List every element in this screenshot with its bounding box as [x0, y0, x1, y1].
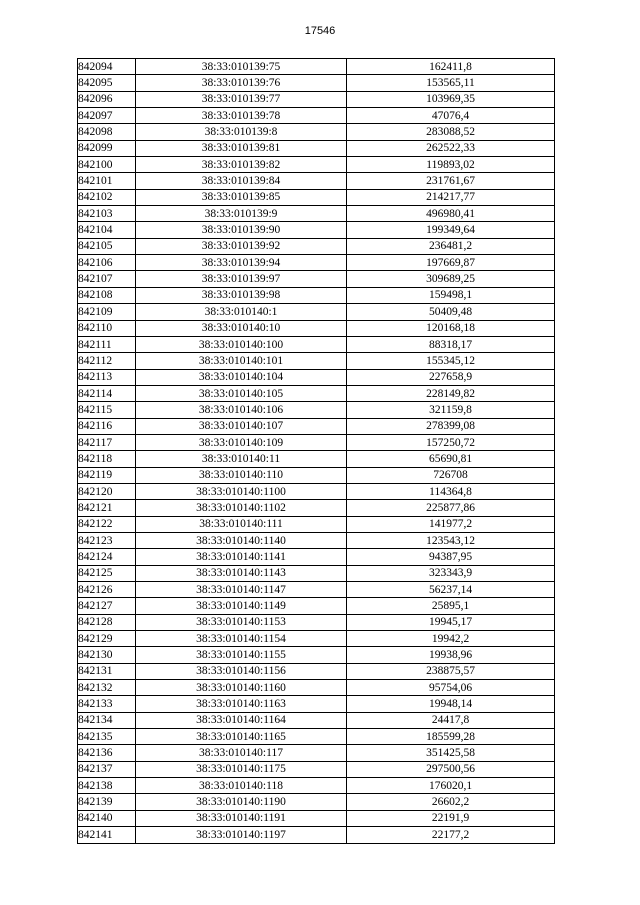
cadastral-number-cell: 38:33:010140:107 [136, 418, 347, 434]
row-number-cell: 842099 [78, 140, 136, 156]
table-row [78, 320, 555, 336]
cadastral-number-cell: 38:33:010139:77 [136, 91, 347, 107]
value-cell: 278399,08 [347, 418, 555, 434]
cadastral-number-cell: 38:33:010140:1155 [136, 647, 347, 663]
table-row [78, 157, 555, 173]
row-number-cell: 842128 [78, 614, 136, 630]
value-cell: 197669,87 [347, 255, 555, 271]
value-cell: 726708 [347, 467, 555, 483]
cadastral-number-cell: 38:33:010139:84 [136, 173, 347, 189]
table-row [78, 483, 555, 499]
table-row [78, 680, 555, 696]
value-cell: 231761,67 [347, 173, 555, 189]
cadastral-number-cell: 38:33:010140:1197 [136, 827, 347, 843]
cadastral-number-cell: 38:33:010139:98 [136, 287, 347, 303]
row-number-cell: 842115 [78, 402, 136, 418]
row-number-cell: 842111 [78, 336, 136, 352]
cadastral-number-cell: 38:33:010140:1143 [136, 565, 347, 581]
value-cell: 496980,41 [347, 206, 555, 222]
value-cell: 176020,1 [347, 778, 555, 794]
row-number-cell: 842096 [78, 91, 136, 107]
table-row [78, 304, 555, 320]
value-cell: 19938,96 [347, 647, 555, 663]
row-number-cell: 842134 [78, 712, 136, 728]
value-cell: 309689,25 [347, 271, 555, 287]
row-number-cell: 842136 [78, 745, 136, 761]
row-number-cell: 842123 [78, 532, 136, 548]
cadastral-number-cell: 38:33:010139:75 [136, 59, 347, 75]
cadastral-number-cell: 38:33:010140:101 [136, 353, 347, 369]
table-row [78, 238, 555, 254]
row-number-cell: 842095 [78, 75, 136, 91]
table-row [78, 647, 555, 663]
cadastral-number-cell: 38:33:010140:1165 [136, 729, 347, 745]
value-cell: 351425,58 [347, 745, 555, 761]
table-row [78, 353, 555, 369]
value-cell: 227658,9 [347, 369, 555, 385]
row-number-cell: 842140 [78, 810, 136, 826]
value-cell: 19942,2 [347, 631, 555, 647]
table-row [78, 532, 555, 548]
row-number-cell: 842132 [78, 680, 136, 696]
row-number-cell: 842141 [78, 827, 136, 843]
row-number-cell: 842130 [78, 647, 136, 663]
value-cell: 141977,2 [347, 516, 555, 532]
cadastral-number-cell: 38:33:010139:9 [136, 206, 347, 222]
value-cell: 214217,77 [347, 189, 555, 205]
table-row [78, 336, 555, 352]
row-number-cell: 842125 [78, 565, 136, 581]
row-number-cell: 842137 [78, 761, 136, 777]
row-number-cell: 842107 [78, 271, 136, 287]
row-number-cell: 842113 [78, 369, 136, 385]
table-row [78, 467, 555, 483]
value-cell: 26602,2 [347, 794, 555, 810]
row-number-cell: 842139 [78, 794, 136, 810]
cadastral-number-cell: 38:33:010140:1102 [136, 500, 347, 516]
table-row [78, 712, 555, 728]
cadastral-number-cell: 38:33:010140:10 [136, 320, 347, 336]
value-cell: 228149,82 [347, 385, 555, 401]
cadastral-number-cell: 38:33:010140:111 [136, 516, 347, 532]
value-cell: 65690,81 [347, 451, 555, 467]
table-row [78, 631, 555, 647]
cadastral-number-cell: 38:33:010140:106 [136, 402, 347, 418]
value-cell: 159498,1 [347, 287, 555, 303]
row-number-cell: 842121 [78, 500, 136, 516]
table-row [78, 255, 555, 271]
cadastral-number-cell: 38:33:010139:97 [136, 271, 347, 287]
table-row [78, 696, 555, 712]
table-row [78, 810, 555, 826]
table-row [78, 614, 555, 630]
value-cell: 88318,17 [347, 336, 555, 352]
row-number-cell: 842119 [78, 467, 136, 483]
table-row [78, 91, 555, 107]
value-cell: 103969,35 [347, 91, 555, 107]
table-row [78, 369, 555, 385]
table-row [78, 59, 555, 75]
cadastral-number-cell: 38:33:010139:92 [136, 238, 347, 254]
row-number-cell: 842133 [78, 696, 136, 712]
table-row [78, 124, 555, 140]
table-row [78, 827, 555, 843]
cadastral-number-cell: 38:33:010140:1191 [136, 810, 347, 826]
table-row [78, 516, 555, 532]
data-table [77, 58, 555, 844]
value-cell: 25895,1 [347, 598, 555, 614]
cadastral-number-cell: 38:33:010139:85 [136, 189, 347, 205]
value-cell: 238875,57 [347, 663, 555, 679]
value-cell: 94387,95 [347, 549, 555, 565]
table-row [78, 173, 555, 189]
value-cell: 236481,2 [347, 238, 555, 254]
table-row [78, 598, 555, 614]
value-cell: 120168,18 [347, 320, 555, 336]
value-cell: 157250,72 [347, 434, 555, 450]
cadastral-number-cell: 38:33:010140:1164 [136, 712, 347, 728]
row-number-cell: 842118 [78, 451, 136, 467]
table-row [78, 565, 555, 581]
cadastral-number-cell: 38:33:010139:81 [136, 140, 347, 156]
cadastral-number-cell: 38:33:010140:1190 [136, 794, 347, 810]
cadastral-number-cell: 38:33:010140:1141 [136, 549, 347, 565]
value-cell: 47076,4 [347, 108, 555, 124]
row-number-cell: 842129 [78, 631, 136, 647]
row-number-cell: 842135 [78, 729, 136, 745]
cadastral-number-cell: 38:33:010140:110 [136, 467, 347, 483]
cadastral-number-cell: 38:33:010140:117 [136, 745, 347, 761]
row-number-cell: 842097 [78, 108, 136, 124]
value-cell: 162411,8 [347, 59, 555, 75]
table-row [78, 402, 555, 418]
value-cell: 262522,33 [347, 140, 555, 156]
cadastral-number-cell: 38:33:010140:11 [136, 451, 347, 467]
table-row [78, 745, 555, 761]
row-number-cell: 842109 [78, 304, 136, 320]
row-number-cell: 842124 [78, 549, 136, 565]
cadastral-number-cell: 38:33:010139:76 [136, 75, 347, 91]
row-number-cell: 842098 [78, 124, 136, 140]
table-row [78, 140, 555, 156]
row-number-cell: 842122 [78, 516, 136, 532]
cadastral-number-cell: 38:33:010140:1100 [136, 483, 347, 499]
table-row [78, 271, 555, 287]
cadastral-number-cell: 38:33:010140:1156 [136, 663, 347, 679]
value-cell: 323343,9 [347, 565, 555, 581]
cadastral-number-cell: 38:33:010139:90 [136, 222, 347, 238]
table-row [78, 75, 555, 91]
value-cell: 22177,2 [347, 827, 555, 843]
value-cell: 95754,06 [347, 680, 555, 696]
value-cell: 56237,14 [347, 582, 555, 598]
table-row [78, 385, 555, 401]
cadastral-number-cell: 38:33:010139:8 [136, 124, 347, 140]
row-number-cell: 842116 [78, 418, 136, 434]
table-row [78, 729, 555, 745]
table-row [78, 549, 555, 565]
table-row [78, 418, 555, 434]
cadastral-number-cell: 38:33:010140:105 [136, 385, 347, 401]
value-cell: 50409,48 [347, 304, 555, 320]
table-row [78, 582, 555, 598]
value-cell: 114364,8 [347, 483, 555, 499]
row-number-cell: 842106 [78, 255, 136, 271]
row-number-cell: 842108 [78, 287, 136, 303]
value-cell: 153565,11 [347, 75, 555, 91]
cadastral-number-cell: 38:33:010139:94 [136, 255, 347, 271]
row-number-cell: 842104 [78, 222, 136, 238]
row-number-cell: 842138 [78, 778, 136, 794]
table-row [78, 434, 555, 450]
row-number-cell: 842110 [78, 320, 136, 336]
table-row [78, 287, 555, 303]
value-cell: 155345,12 [347, 353, 555, 369]
cadastral-number-cell: 38:33:010140:1153 [136, 614, 347, 630]
value-cell: 297500,56 [347, 761, 555, 777]
cadastral-number-cell: 38:33:010139:78 [136, 108, 347, 124]
table-row [78, 500, 555, 516]
table-row [78, 778, 555, 794]
row-number-cell: 842105 [78, 238, 136, 254]
row-number-cell: 842100 [78, 157, 136, 173]
cadastral-number-cell: 38:33:010140:118 [136, 778, 347, 794]
row-number-cell: 842120 [78, 483, 136, 499]
table-row [78, 189, 555, 205]
cadastral-number-cell: 38:33:010140:100 [136, 336, 347, 352]
row-number-cell: 842101 [78, 173, 136, 189]
table-row [78, 108, 555, 124]
table-row [78, 222, 555, 238]
cadastral-number-cell: 38:33:010140:104 [136, 369, 347, 385]
row-number-cell: 842126 [78, 582, 136, 598]
cadastral-number-cell: 38:33:010140:1 [136, 304, 347, 320]
value-cell: 19948,14 [347, 696, 555, 712]
value-cell: 24417,8 [347, 712, 555, 728]
value-cell: 119893,02 [347, 157, 555, 173]
cadastral-number-cell: 38:33:010140:1163 [136, 696, 347, 712]
table-row [78, 794, 555, 810]
row-number-cell: 842112 [78, 353, 136, 369]
cadastral-number-cell: 38:33:010139:82 [136, 157, 347, 173]
value-cell: 321159,8 [347, 402, 555, 418]
value-cell: 225877,86 [347, 500, 555, 516]
row-number-cell: 842131 [78, 663, 136, 679]
cadastral-number-cell: 38:33:010140:1140 [136, 532, 347, 548]
value-cell: 123543,12 [347, 532, 555, 548]
table-row [78, 451, 555, 467]
row-number-cell: 842094 [78, 59, 136, 75]
value-cell: 185599,28 [347, 729, 555, 745]
cadastral-number-cell: 38:33:010140:1160 [136, 680, 347, 696]
table-row [78, 761, 555, 777]
cadastral-number-cell: 38:33:010140:1175 [136, 761, 347, 777]
row-number-cell: 842103 [78, 206, 136, 222]
row-number-cell: 842117 [78, 434, 136, 450]
cadastral-number-cell: 38:33:010140:1154 [136, 631, 347, 647]
table-body [78, 59, 555, 844]
table-row [78, 663, 555, 679]
row-number-cell: 842102 [78, 189, 136, 205]
page-number: 17546 [304, 25, 336, 37]
value-cell: 22191,9 [347, 810, 555, 826]
row-number-cell: 842114 [78, 385, 136, 401]
value-cell: 19945,17 [347, 614, 555, 630]
row-number-cell: 842127 [78, 598, 136, 614]
cadastral-number-cell: 38:33:010140:1149 [136, 598, 347, 614]
value-cell: 199349,64 [347, 222, 555, 238]
cadastral-number-cell: 38:33:010140:109 [136, 434, 347, 450]
cadastral-number-cell: 38:33:010140:1147 [136, 582, 347, 598]
value-cell: 283088,52 [347, 124, 555, 140]
table-row [78, 206, 555, 222]
